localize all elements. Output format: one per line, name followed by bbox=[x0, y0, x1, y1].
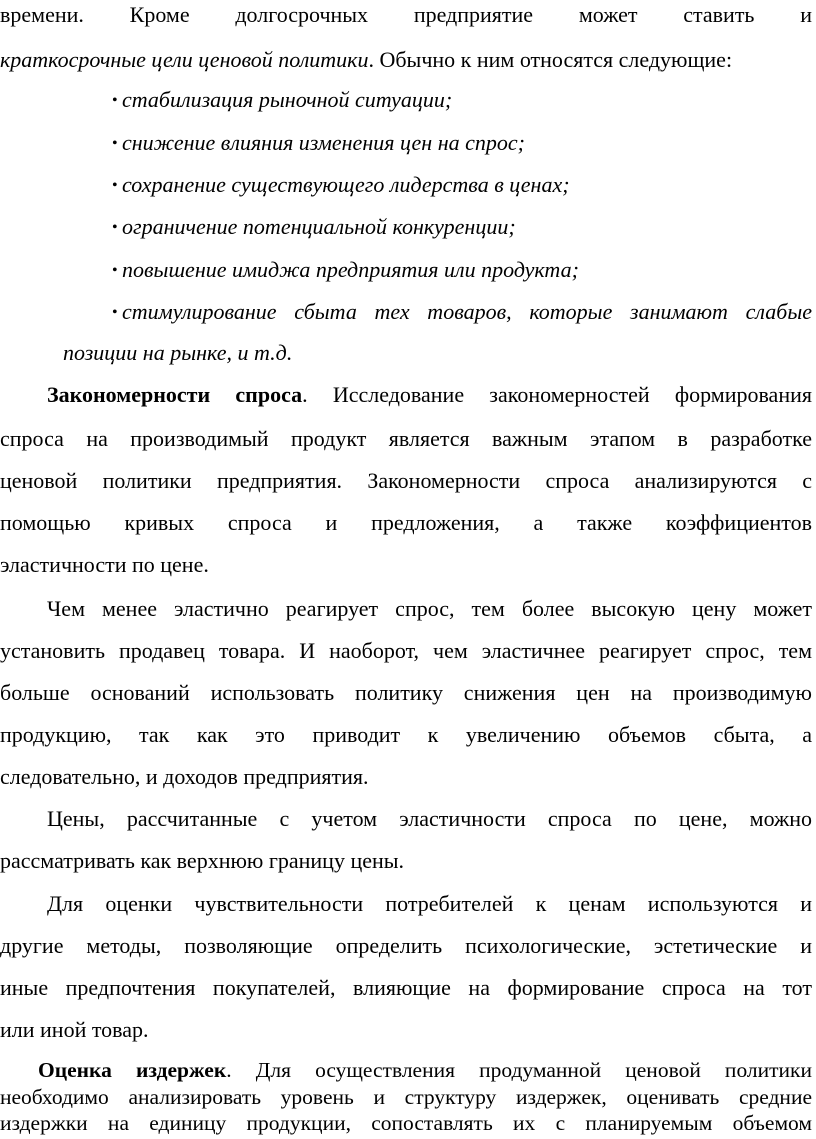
goal-list-item bbox=[112, 172, 570, 198]
elasticity-line: больше оснований использовать политику снижения цен на производимую bbox=[0, 680, 812, 705]
bullet-icon: • bbox=[112, 177, 118, 194]
goal-item-text: сохранение существующего лидерства в ценах; bbox=[122, 172, 570, 197]
intro-line-2 bbox=[0, 47, 732, 73]
goal-list-item bbox=[112, 299, 812, 325]
goal-list-item bbox=[112, 214, 516, 240]
bullet-icon: • bbox=[112, 135, 118, 152]
bullet-icon: • bbox=[112, 262, 118, 279]
sensitivity-line: другие методы, позволяющие определить психологические, эстетические и bbox=[0, 933, 812, 958]
goal-item-text: повышение имиджа предприятия или продукта; bbox=[122, 257, 579, 282]
upper-bound-line: Цены, рассчитанные с учетом эластичности спроса по цене, можно bbox=[47, 806, 812, 831]
upper-bound-line: рассматривать как верхнюю границу цены. bbox=[0, 848, 405, 873]
costs-line-text: . Для осуществления продуманной ценовой политики bbox=[226, 1058, 812, 1082]
goal-item-text: ограничение потенциальной конкуренции; bbox=[122, 214, 516, 239]
goal-item-text: снижение влияния изменения цен на спрос; bbox=[122, 130, 525, 155]
intro-italic-term: краткосрочные цели ценовой политики bbox=[0, 47, 369, 72]
elasticity-line: следовательно, и доходов предприятия. bbox=[0, 764, 369, 789]
bullet-icon: • bbox=[112, 219, 118, 236]
goal-item-text: стабилизация рыночной ситуации; bbox=[122, 87, 453, 112]
goal-list-item bbox=[112, 257, 579, 283]
bullet-icon: • bbox=[112, 304, 118, 321]
goal-item-text: стимулирование сбыта тех товаров, которые занимают слабые bbox=[122, 299, 812, 324]
costs-line: необходимо анализировать уровень и структуру издержек, оценивать средние bbox=[0, 1085, 812, 1109]
sensitivity-line: или иной товар. bbox=[0, 1017, 149, 1042]
demand-line: ценовой политики предприятия. Закономерности спроса анализируются с bbox=[0, 468, 812, 493]
bullet-icon: • bbox=[112, 92, 118, 109]
demand-line-text: . Исследование закономерностей формирования bbox=[302, 382, 812, 407]
demand-section-heading: Закономерности спроса bbox=[47, 382, 303, 407]
sensitivity-line: Для оценки чувствительности потребителей к ценам используются и bbox=[47, 891, 812, 916]
demand-first-line bbox=[47, 382, 812, 408]
elasticity-line: продукцию, так как это приводит к увеличению объемов сбыта, а bbox=[0, 722, 812, 747]
goal-list-item bbox=[112, 130, 525, 156]
costs-section-heading: Оценка издержек bbox=[38, 1058, 227, 1082]
demand-line: спроса на производимый продукт является важным этапом в разработке bbox=[0, 426, 812, 451]
intro-line-1: времени. Кроме долгосрочных предприятие может ставить и bbox=[0, 2, 812, 27]
elasticity-line: Чем менее эластично реагирует спрос, тем более высокую цену может bbox=[47, 596, 812, 621]
demand-line: помощью кривых спроса и предложения, а также коэффициентов bbox=[0, 510, 812, 535]
goal-list-continuation: позиции на рынке, и т.д. bbox=[63, 340, 293, 365]
intro-line-2-rest: . Обычно к ним относятся следующие: bbox=[368, 47, 733, 72]
sensitivity-line: иные предпочтения покупателей, влияющие на формирование спроса на тот bbox=[0, 975, 812, 1000]
demand-line: эластичности по цене. bbox=[0, 552, 209, 577]
goal-list-item bbox=[112, 87, 452, 113]
elasticity-line: установить продавец товара. И наоборот, чем эластичнее реагирует спрос, тем bbox=[0, 638, 812, 663]
costs-first-line bbox=[38, 1058, 812, 1083]
costs-line: издержки на единицу продукции, сопоставлять их с планируемым объемом bbox=[0, 1111, 812, 1135]
